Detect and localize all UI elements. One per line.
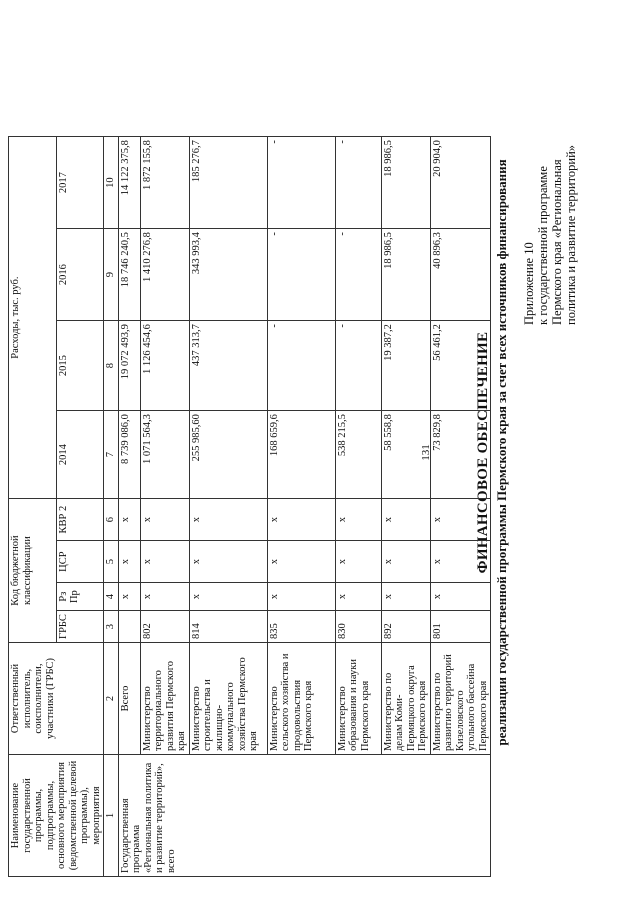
- column-number: 3: [104, 611, 119, 643]
- executor-cell: Министерство строительства и жилищно-коммунального хозяйства Пермского края: [189, 643, 267, 755]
- header-2016: 2016: [56, 229, 104, 321]
- amount-2017-cell: 185 276,7: [189, 137, 267, 229]
- executor-cell: Министерство образования и науки Пермского края: [335, 643, 381, 755]
- amount-2015-cell: 56 461,2: [430, 321, 491, 411]
- grbs-cell: 801: [430, 611, 491, 643]
- header-kvr: КВР 2: [56, 499, 104, 541]
- column-number: 4: [104, 583, 119, 611]
- kvr-cell: х: [189, 499, 267, 541]
- appendix-line: к государственной программе: [536, 166, 550, 325]
- header-2017: 2017: [56, 137, 104, 229]
- page-number: 131: [420, 444, 432, 461]
- program-name-cell: Государственная программа «Региональная политика и развитие территорий», всего: [118, 755, 491, 877]
- header-executor: Ответственный исполнитель, соисполнители, участники (ГРБС): [9, 643, 104, 755]
- amount-2014-cell: 1 071 564,3: [140, 411, 189, 499]
- amount-2014-cell: 8 739 086,0: [118, 411, 140, 499]
- amount-2014-cell: 538 215,5: [335, 411, 381, 499]
- executor-cell: Министерство по делам Коми-Пермяцкого округа Пермского края: [381, 643, 430, 755]
- header-grbs: ГРБС: [56, 611, 104, 643]
- amount-2014-cell: 73 829,8: [430, 411, 491, 499]
- column-number: 9: [104, 229, 119, 321]
- column-number: 10: [104, 137, 119, 229]
- csr-cell: х: [189, 541, 267, 583]
- amount-2016-cell: -: [267, 229, 335, 321]
- rzpr-cell: х: [118, 583, 140, 611]
- amount-2015-cell: -: [267, 321, 335, 411]
- rzpr-cell: х: [140, 583, 189, 611]
- rzpr-cell: х: [189, 583, 267, 611]
- column-number: 7: [104, 411, 119, 499]
- amount-2014-cell: 168 659,6: [267, 411, 335, 499]
- kvr-cell: х: [430, 499, 491, 541]
- appendix-note: [522, 5, 578, 325]
- kvr-cell: х: [118, 499, 140, 541]
- header-2015: 2015: [56, 321, 104, 411]
- header-expenses: Расходы, тыс. руб.: [9, 137, 57, 499]
- amount-2015-cell: -: [335, 321, 381, 411]
- column-number: 1: [104, 755, 119, 877]
- amount-2017-cell: 1 872 155,8: [140, 137, 189, 229]
- csr-cell: х: [430, 541, 491, 583]
- amount-2016-cell: 18 986,5: [381, 229, 430, 321]
- grbs-cell: 814: [189, 611, 267, 643]
- amount-2015-cell: 437 313,7: [189, 321, 267, 411]
- column-number: 6: [104, 499, 119, 541]
- amount-2016-cell: 18 746 240,5: [118, 229, 140, 321]
- amount-2016-cell: -: [335, 229, 381, 321]
- amount-2015-cell: 19 387,2: [381, 321, 430, 411]
- csr-cell: х: [381, 541, 430, 583]
- grbs-cell: 835: [267, 611, 335, 643]
- amount-2017-cell: 14 122 375,8: [118, 137, 140, 229]
- document-subtitle: реализации государственной программы Пермского края за счет всех источников финансирования: [494, 159, 509, 746]
- executor-cell: Министерство территориального развития Пермского края: [140, 643, 189, 755]
- kvr-cell: х: [267, 499, 335, 541]
- csr-cell: х: [335, 541, 381, 583]
- grbs-cell: 830: [335, 611, 381, 643]
- header-name: Наименование государственной программы, подпрограммы, основного мероприятия (ведомственной целевой программы), мероприятия: [9, 755, 104, 877]
- header-budget-code: Код бюджетной классификации: [9, 499, 57, 643]
- amount-2016-cell: 40 896,3: [430, 229, 491, 321]
- amount-2016-cell: 1 410 276,8: [140, 229, 189, 321]
- executor-cell: Министерство по развитию территорий Кизеловского угольного бассейна Пермского края: [430, 643, 491, 755]
- csr-cell: х: [118, 541, 140, 583]
- amount-2017-cell: -: [335, 137, 381, 229]
- executor-cell: Всего: [118, 643, 140, 755]
- kvr-cell: х: [335, 499, 381, 541]
- appendix-line: политика и развитие территорий»: [564, 144, 578, 325]
- grbs-cell: [118, 611, 140, 643]
- grbs-cell: 892: [381, 611, 430, 643]
- amount-2015-cell: 19 072 493,9: [118, 321, 140, 411]
- amount-2015-cell: 1 126 454,6: [140, 321, 189, 411]
- header-rzpr: Рз Пр: [56, 583, 104, 611]
- csr-cell: х: [140, 541, 189, 583]
- column-number: 8: [104, 321, 119, 411]
- amount-2017-cell: -: [267, 137, 335, 229]
- column-number: 2: [104, 643, 119, 755]
- amount-2014-cell: 255 985,60: [189, 411, 267, 499]
- financing-table: [8, 136, 491, 877]
- amount-2017-cell: 20 904,0: [430, 137, 491, 229]
- header-csr: ЦСР: [56, 541, 104, 583]
- column-number-row: [104, 137, 119, 877]
- kvr-cell: х: [381, 499, 430, 541]
- csr-cell: х: [267, 541, 335, 583]
- appendix-line: Приложение 10: [522, 242, 536, 325]
- rzpr-cell: х: [267, 583, 335, 611]
- amount-2017-cell: 18 986,5: [381, 137, 430, 229]
- rzpr-cell: х: [335, 583, 381, 611]
- grbs-cell: 802: [140, 611, 189, 643]
- rzpr-cell: х: [430, 583, 491, 611]
- column-number: 5: [104, 541, 119, 583]
- table-row: [118, 137, 140, 877]
- document-title: ФИНАНСОВОЕ ОБЕСПЕЧЕНИЕ: [475, 331, 491, 574]
- amount-2014-cell: 58 558,8: [381, 411, 430, 499]
- table-header-row: [9, 137, 57, 877]
- executor-cell: Министерство сельского хозяйства и продовольствия Пермского края: [267, 643, 335, 755]
- kvr-cell: х: [140, 499, 189, 541]
- appendix-line: Пермского края «Региональная: [550, 159, 564, 325]
- rzpr-cell: х: [381, 583, 430, 611]
- header-2014: 2014: [56, 411, 104, 499]
- amount-2016-cell: 343 993,4: [189, 229, 267, 321]
